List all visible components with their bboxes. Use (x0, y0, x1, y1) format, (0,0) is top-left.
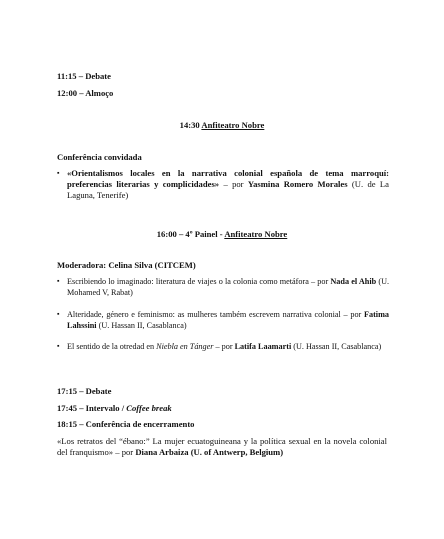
invited-talk: ▪ «Orientalismos locales en la narrativa colonial española de tema marroquí: preferencias literarias y complicidades» – por Yasmina Romero Morales (U. de La Laguna, Tenerife) (57, 168, 389, 200)
session-1430-heading: 14:30 Anfiteatro Nobre (179, 120, 265, 130)
talk-item: ▪ Alteridade, género e feminismo: as mulheres também escrevem narrativa colonial – por Fatima Lahssini (U. Hassan II, Casablanca) (57, 310, 389, 330)
bullet-icon: ▪ (57, 310, 60, 318)
closing-talk: «Los retratos del “ébano:” La mujer ecuatoguineana y la política sexual en la novela colonial del franquismo» – por Diana Arbaiza (U. of Antwerp, Belgium) (57, 436, 387, 457)
bullet-icon: ▪ (57, 277, 60, 285)
panel-4-heading: 16:00 – 4º Painel - Anfiteatro Nobre (156, 229, 288, 239)
invited-heading: Conferência convidada (57, 152, 142, 162)
schedule-item-closing: 18:15 – Conferência de encerramento (57, 419, 195, 429)
bullet-icon: ▪ (57, 169, 60, 177)
talk-item: ▪ El sentido de la otredad en Niebla en Tánger – por Latifa Laamarti (U. Hassan II, Casablanca) (57, 342, 382, 351)
moderator: Moderadora: Celina Silva (CITCEM) (57, 260, 196, 270)
schedule-item-lunch: 12:00 – Almoço (57, 88, 114, 98)
schedule-item-break: 17:45 – Intervalo / Coffee break (57, 403, 172, 413)
schedule-item-debate-1115: 11:15 – Debate (57, 71, 111, 81)
bullet-icon: ▪ (57, 342, 60, 350)
schedule-item-debate-1715: 17:15 – Debate (57, 386, 112, 396)
talk-item: ▪ Escribiendo lo imaginado: literatura de viajes o la colonia como metáfora – por Nada el Ahib (U. Mohamed V, Rabat) (57, 277, 390, 297)
